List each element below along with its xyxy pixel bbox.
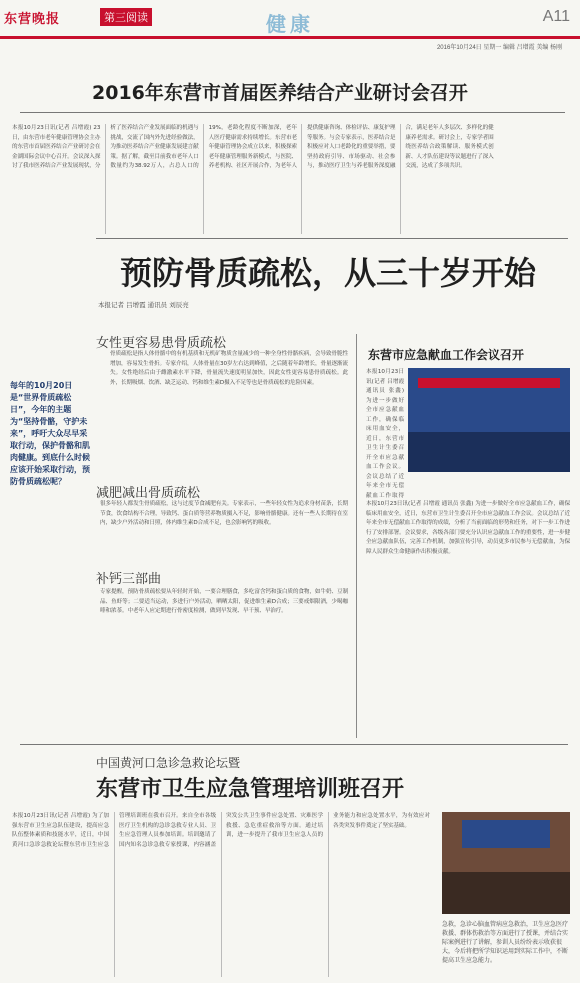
- article2-sub2: 减肥减出骨质疏松: [96, 486, 201, 501]
- article4-title: 东营市卫生应急管理培训班召开: [96, 777, 405, 802]
- article1-body: 本报10月23日讯(记者 吕增霞) 23日，由东营市老年健康管理协会主办的东营市首届医养结合产业研讨会在金湖国际会议中心召开。会议深入探讨了我市医养结合产业发展现状，分析了医养结合产业发展面临的机遇与挑战，交流了国内外先进经验做法，为推动医养结合产业健康发展建言献策。据了解，截至目前我市老年人口数量约为38.92万人，占总人口的19%，老龄化程度不断加深，老年人医疗健康需求持续增长。东营市老年健康管理协会成立以来，积极探索老年健康管理服务新模式，与医院、养老机构、社区开展合作，为老年人提供健康咨询、体检评估、康复护理等服务。与会专家表示，医养结合是积极应对人口老龄化的重要举措，要坚持政府引导、市场驱动、社会参与，推动医疗卫生与养老服务深度融合，满足老年人多层次、多样化的健康养老需求。研讨会上，专家学者围绕医养结合政策解读、服务模式创新、人才队伍建设等议题进行了深入交流，达成了多项共识。: [12, 125, 494, 169]
- audience-shape: [408, 432, 570, 472]
- article1-title: 2016年东营市首届医养结合产业研讨会召开: [92, 82, 468, 104]
- article2-sub1: 女性更容易患骨质疏松: [96, 336, 227, 351]
- divider: [20, 744, 568, 745]
- banner-shape: [418, 378, 560, 388]
- article3-body: 本报10月23日讯(记者 吕增霞 通讯员 张鑫) 为进一步做好全市应急献血工作，确保临床用血安全，近日，东营市卫生计生委召开全市应急献血工作会议。会议总结了近年来全市无偿献血工作取得的成绩，分析了当前面临的形势和任务，对下一步工作进行了安排部署。会议要求，各级各部门要充分认识应急献血工作的重要性，进一步健全应急献血队伍，完善工作机制，加强宣传引导，动员更多市民参与无偿献血，为保障人民群众生命健康作出积极贡献。: [366, 501, 570, 555]
- divider: [20, 112, 565, 113]
- paper-logo: 东营晚报: [4, 11, 61, 26]
- meeting-photo: [408, 368, 570, 472]
- article4-body: 本报10月23日讯(记者 吕增霞) 为了加强东营市卫生应急队伍建设，提高应急队伍整体素质和技能水平，近日，中国黄河口急诊急救论坛暨东营市卫生应急管理培训班在我市召开。来自全市各级医疗卫生机构的急诊急救专业人员、卫生应急管理人员参加培训。培训邀请了国内知名急诊急救专家授课，内容涵盖突发公共卫生事件应急处置、灾难医学救援、急危重症救治等方面。通过培训，进一步提升了我市卫生应急人员的业务能力和应急处置水平，为有效应对各类突发事件奠定了坚实基础。: [12, 813, 430, 848]
- section-title: 健康: [266, 14, 314, 36]
- article2-byline: 本报记者 吕增霞 通讯员 刘辰亮: [98, 301, 189, 309]
- article4-photo-caption: 急救，急诊心脑血管病应急救治，卫生应急医疗救援、群体伤救治等方面进行了授课，并结合实际案例进行了讲解，参训人员纷纷表示收获很大，今后将把所学知识运用到实际工作中，不断提高卫生应急能力。: [442, 921, 569, 964]
- masthead: [0, 0, 580, 40]
- article2-body1: 骨质疏松是指人体骨骼中的有机基质和无机矿物质含量减少的一种全身性骨骼疾病，会导致骨脆性增加，容易发生骨折。专家介绍，人体骨量在30岁左右达到峰值，之后随着年龄增长，骨量逐渐流失。女性绝经后由于雌激素水平下降，骨量流失速度明显加快，因此女性更容易患骨质疏松。此外，长期吸烟、饮酒、缺乏运动、钙和维生素D摄入不足等也是骨质疏松的危险因素。: [110, 351, 348, 386]
- article2-body3: 专家提醒，预防骨质疏松要从年轻时开始，一要合理膳食，多吃富含钙和蛋白质的食物，如牛奶、豆制品、鱼虾等；二要适当运动，多进行户外活动，晒晒太阳，促进维生素D合成；三要戒烟限酒，少喝咖啡和浓茶。中老年人应定期进行骨密度检测，做到早发现、早干预、早治疗。: [100, 589, 348, 614]
- article2-sub3: 补钙三部曲: [96, 572, 162, 587]
- article3-body-narrow: 本报10月23日讯(记者 吕增霞 通讯员 张鑫) 为进一步做好全市应急献血工作，确保临床用血安全，近日，东营市卫生计生委召开全市应急献血工作会议。会议总结了近年来全市无偿献血工作取得: [366, 369, 404, 498]
- audience-shape: [442, 872, 570, 914]
- article2-body2: 很多年轻人都发生骨质疏松，这与过度节食减肥有关。专家表示，一些年轻女性为追求身材苗条，长期节食，饮食结构不合理，导致钙、蛋白质等营养物质摄入不足，影响骨骼健康。还有一些人长期待在室内，缺少户外活动和日照，体内维生素D合成不足，也会影响钙的吸收。: [100, 501, 348, 526]
- page-number: A11: [542, 8, 570, 25]
- article2-title: 预防骨质疏松，从三十岁开始: [120, 254, 537, 292]
- column-rule: [356, 334, 357, 738]
- screen-shape: [462, 820, 550, 848]
- edition-tag: 第三阅读: [100, 8, 152, 26]
- masthead-rule: [0, 36, 580, 39]
- article4-kicker: 中国黄河口急诊急救论坛暨: [96, 756, 241, 770]
- training-photo: [442, 812, 570, 914]
- pull-quote: 每年的10月20日是“世界骨质疏松日”，今年的主题为“坚持骨骼，守护未来”，呼吁大众尽早采取行动，保护骨骼和肌肉健康。到底什么时候应该开始采取行动，预防骨质疏松呢？: [10, 381, 90, 486]
- divider: [96, 238, 568, 239]
- article3-title: 东营市应急献血工作会议召开: [368, 348, 525, 362]
- edition-meta: 2016年10月24日 星期一 编辑 吕增霞 美编 杨刚: [436, 45, 562, 51]
